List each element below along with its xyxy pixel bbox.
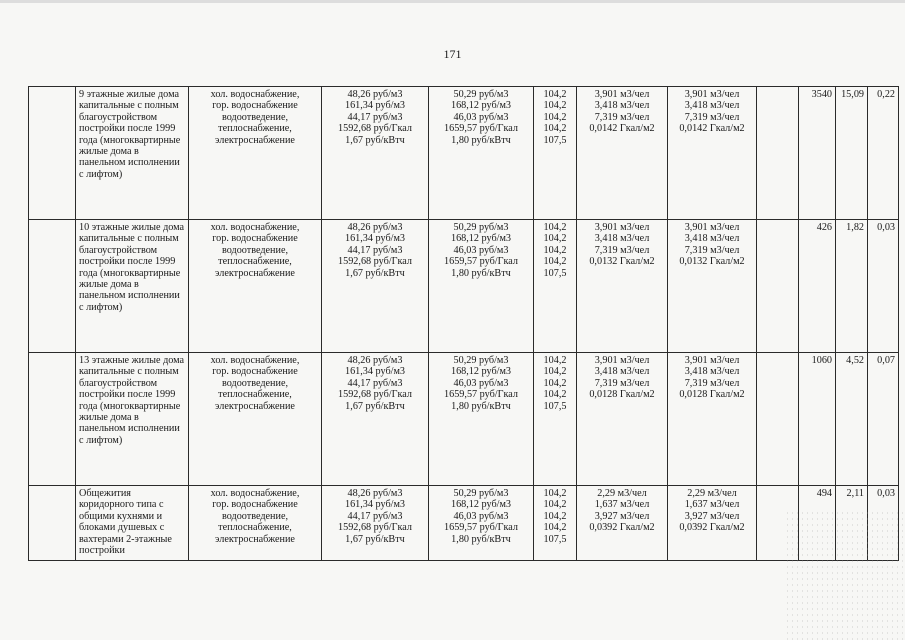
tariffs-2-line: 1659,57 руб/Гкал bbox=[444, 256, 518, 268]
consumption-norm-new-cell bbox=[668, 353, 757, 486]
empty-cell bbox=[757, 87, 799, 220]
tariffs-2-line: 46,03 руб/м3 bbox=[453, 111, 509, 123]
services-line: водоотведение, bbox=[221, 510, 289, 522]
tariffs-2-line: 168,12 руб/м3 bbox=[450, 366, 512, 378]
tariffs-2-line: 50,29 руб/м3 bbox=[453, 222, 509, 233]
consumption-norm-new-cell bbox=[668, 486, 757, 561]
tariffs-1-line: 48,26 руб/м3 bbox=[347, 222, 403, 233]
services-line: электроснабжение bbox=[215, 533, 295, 545]
norms-2-line: 0,0142 Гкал/м2 bbox=[679, 123, 745, 135]
norms-1-line: 7,319 м3/чел bbox=[594, 244, 650, 256]
indices-line: 104,2 bbox=[543, 222, 567, 233]
row-number-cell bbox=[29, 220, 76, 353]
norms-2-line: 3,927 м3/чел bbox=[684, 510, 740, 522]
tariffs-2-line: 1659,57 руб/Гкал bbox=[444, 389, 518, 401]
tariff-current-cell bbox=[322, 353, 429, 486]
value-n2-cell: 15,09 bbox=[836, 87, 868, 220]
norms-2-line: 3,418 м3/чел bbox=[684, 233, 740, 245]
indices-line: 107,5 bbox=[543, 134, 567, 146]
tariffs-1-line: 48,26 руб/м3 bbox=[347, 488, 403, 499]
tariff-index-cell bbox=[534, 353, 577, 486]
norms-1-line: 3,418 м3/чел bbox=[594, 100, 650, 112]
tariffs-1-line: 161,34 руб/м3 bbox=[344, 100, 406, 112]
services-line: гор. водоснабжение bbox=[212, 233, 298, 245]
tariffs-1-line: 161,34 руб/м3 bbox=[344, 233, 406, 245]
tariffs-2-line: 1,80 руб/кВтч bbox=[451, 533, 511, 545]
value-n2-cell: 4,52 bbox=[836, 353, 868, 486]
indices-line: 107,5 bbox=[543, 267, 567, 279]
tariffs-2-line: 50,29 руб/м3 bbox=[453, 89, 509, 100]
tariff-current-cell bbox=[322, 220, 429, 353]
norms-1-line: 1,637 м3/чел bbox=[594, 499, 650, 511]
tariffs-1-line: 161,34 руб/м3 bbox=[344, 499, 406, 511]
norms-1-line: 3,901 м3/чел bbox=[594, 355, 650, 366]
tariffs-1-line: 1,67 руб/кВтч bbox=[345, 533, 405, 545]
table-row bbox=[29, 353, 899, 486]
indices-line: 104,2 bbox=[543, 499, 567, 511]
tariffs-1-line: 1,67 руб/кВтч bbox=[345, 400, 405, 412]
tariffs-1-line: 1,67 руб/кВтч bbox=[345, 267, 405, 279]
tariffs-1-line: 1592,68 руб/Гкал bbox=[338, 123, 412, 135]
indices-line: 104,2 bbox=[543, 355, 567, 366]
value-n3-cell: 0,03 bbox=[868, 220, 899, 353]
norms-2-line: 7,319 м3/чел bbox=[684, 377, 740, 389]
tariffs-2-line: 46,03 руб/м3 bbox=[453, 377, 509, 389]
norms-2-line: 0,0392 Гкал/м2 bbox=[679, 522, 745, 534]
indices-line: 104,2 bbox=[543, 488, 567, 499]
tariff-new-cell bbox=[429, 353, 534, 486]
norms-1-line: 3,418 м3/чел bbox=[594, 233, 650, 245]
tariff-new-cell bbox=[429, 220, 534, 353]
tariffs-1-line: 48,26 руб/м3 bbox=[347, 89, 403, 100]
tariffs-2-line: 1,80 руб/кВтч bbox=[451, 134, 511, 146]
services-line: гор. водоснабжение bbox=[212, 499, 298, 511]
indices-line: 104,2 bbox=[543, 111, 567, 123]
norms-2-line: 7,319 м3/чел bbox=[684, 244, 740, 256]
tariffs-2-line: 1,80 руб/кВтч bbox=[451, 267, 511, 279]
services-line: гор. водоснабжение bbox=[212, 366, 298, 378]
norms-2-line: 3,901 м3/чел bbox=[684, 89, 740, 100]
value-n3-cell: 0,03 bbox=[868, 486, 899, 561]
indices-line: 104,2 bbox=[543, 522, 567, 534]
tariff-current-cell bbox=[322, 87, 429, 220]
empty-cell bbox=[757, 220, 799, 353]
norms-1-line: 7,319 м3/чел bbox=[594, 377, 650, 389]
services-line: хол. водоснабжение, bbox=[210, 488, 300, 499]
consumption-norm-current-cell bbox=[577, 486, 668, 561]
table-row bbox=[29, 220, 899, 353]
norms-2-line: 3,418 м3/чел bbox=[684, 100, 740, 112]
value-n1-cell: 426 bbox=[799, 220, 836, 353]
tariffs-2-line: 1659,57 руб/Гкал bbox=[444, 522, 518, 534]
tariffs-2-line: 168,12 руб/м3 bbox=[450, 233, 512, 245]
housing-type-text: Общежития коридорного типа с общими кухнями и блоками душевых с вахтерами 2-этажные постройки bbox=[79, 488, 172, 557]
norms-1-line: 7,319 м3/чел bbox=[594, 111, 650, 123]
services-cell bbox=[189, 486, 322, 561]
norms-2-line: 1,637 м3/чел bbox=[684, 499, 740, 511]
services-line: водоотведение, bbox=[221, 111, 289, 123]
services-line: электроснабжение bbox=[215, 400, 295, 412]
row-number-cell bbox=[29, 87, 76, 220]
value-n1-cell: 3540 bbox=[799, 87, 836, 220]
tariffs-1-line: 44,17 руб/м3 bbox=[347, 111, 403, 123]
norms-1-line: 2,29 м3/чел bbox=[597, 488, 647, 499]
services-line: теплоснабжение, bbox=[218, 522, 292, 534]
consumption-norm-current-cell bbox=[577, 87, 668, 220]
services-line: электроснабжение bbox=[215, 267, 295, 279]
consumption-norm-current-cell bbox=[577, 353, 668, 486]
norms-2-line: 3,901 м3/чел bbox=[684, 222, 740, 233]
tariffs-2-line: 46,03 руб/м3 bbox=[453, 510, 509, 522]
norms-2-line: 3,901 м3/чел bbox=[684, 355, 740, 366]
norms-1-line: 3,901 м3/чел bbox=[594, 89, 650, 100]
indices-line: 104,2 bbox=[543, 366, 567, 378]
housing-type-cell bbox=[76, 486, 189, 561]
tariffs-2-line: 50,29 руб/м3 bbox=[453, 355, 509, 366]
value-n2-cell: 1,82 bbox=[836, 220, 868, 353]
tariffs-1-line: 44,17 руб/м3 bbox=[347, 510, 403, 522]
value-n3-cell: 0,22 bbox=[868, 87, 899, 220]
housing-type-text: 10 этажные жилые дома капитальные с полным благоустройством постройки после 1999 года (многоквартирные жилые дома в панельном исполнении с лифтом) bbox=[79, 222, 185, 313]
norms-1-line: 0,0142 Гкал/м2 bbox=[589, 123, 655, 135]
scan-noise bbox=[785, 510, 905, 640]
indices-line: 104,2 bbox=[543, 123, 567, 135]
indices-line: 104,2 bbox=[543, 100, 567, 112]
indices-line: 104,2 bbox=[543, 89, 567, 100]
tariffs-2-line: 1,80 руб/кВтч bbox=[451, 400, 511, 412]
table-row bbox=[29, 87, 899, 220]
indices-line: 104,2 bbox=[543, 377, 567, 389]
norms-1-line: 0,0392 Гкал/м2 bbox=[589, 522, 655, 534]
row-number-cell bbox=[29, 353, 76, 486]
tariffs-1-line: 161,34 руб/м3 bbox=[344, 366, 406, 378]
value-n1-cell: 494 bbox=[799, 486, 836, 561]
services-cell bbox=[189, 220, 322, 353]
housing-type-cell bbox=[76, 220, 189, 353]
services-line: водоотведение, bbox=[221, 377, 289, 389]
norms-2-line: 3,418 м3/чел bbox=[684, 366, 740, 378]
tariff-index-cell bbox=[534, 87, 577, 220]
norms-2-line: 7,319 м3/чел bbox=[684, 111, 740, 123]
services-line: хол. водоснабжение, bbox=[210, 89, 300, 100]
tariff-index-cell bbox=[534, 220, 577, 353]
indices-line: 104,2 bbox=[543, 389, 567, 401]
consumption-norm-new-cell bbox=[668, 220, 757, 353]
norms-1-line: 0,0132 Гкал/м2 bbox=[589, 256, 655, 268]
norms-2-line: 0,0128 Гкал/м2 bbox=[679, 389, 745, 401]
page-number: 171 bbox=[443, 47, 462, 61]
value-n1-cell: 1060 bbox=[799, 353, 836, 486]
services-line: теплоснабжение, bbox=[218, 123, 292, 135]
indices-line: 107,5 bbox=[543, 400, 567, 412]
norms-2-line: 0,0132 Гкал/м2 bbox=[679, 256, 745, 268]
services-line: гор. водоснабжение bbox=[212, 100, 298, 112]
tariffs-1-line: 1592,68 руб/Гкал bbox=[338, 389, 412, 401]
tariffs-1-line: 1592,68 руб/Гкал bbox=[338, 256, 412, 268]
housing-type-text: 9 этажные жилые дома капитальные с полным благоустройством постройки после 1999 года (многоквартирные жилые дома в панельном исполнении с лифтом) bbox=[79, 89, 181, 180]
indices-line: 104,2 bbox=[543, 233, 567, 245]
tariffs-2-line: 50,29 руб/м3 bbox=[453, 488, 509, 499]
tariff-new-cell bbox=[429, 486, 534, 561]
services-line: теплоснабжение, bbox=[218, 256, 292, 268]
housing-type-text: 13 этажные жилые дома капитальные с полным благоустройством постройки после 1999 года (многоквартирные жилые дома в панельном исполнении с лифтом) bbox=[79, 355, 185, 446]
norms-1-line: 3,901 м3/чел bbox=[594, 222, 650, 233]
consumption-norm-new-cell bbox=[668, 87, 757, 220]
housing-type-cell bbox=[76, 87, 189, 220]
tariff-index-cell bbox=[534, 486, 577, 561]
tariff-table bbox=[28, 86, 899, 561]
norms-2-line: 2,29 м3/чел bbox=[687, 488, 737, 499]
norms-1-line: 3,927 м3/чел bbox=[594, 510, 650, 522]
tariffs-2-line: 1659,57 руб/Гкал bbox=[444, 123, 518, 135]
tariffs-1-line: 1,67 руб/кВтч bbox=[345, 134, 405, 146]
services-cell bbox=[189, 353, 322, 486]
tariff-current-cell bbox=[322, 486, 429, 561]
indices-line: 104,2 bbox=[543, 244, 567, 256]
empty-cell bbox=[757, 353, 799, 486]
tariffs-2-line: 46,03 руб/м3 bbox=[453, 244, 509, 256]
tariffs-1-line: 1592,68 руб/Гкал bbox=[338, 522, 412, 534]
value-n3-cell: 0,07 bbox=[868, 353, 899, 486]
tariff-new-cell bbox=[429, 87, 534, 220]
services-line: теплоснабжение, bbox=[218, 389, 292, 401]
table-row bbox=[29, 486, 899, 561]
consumption-norm-current-cell bbox=[577, 220, 668, 353]
tariffs-1-line: 44,17 руб/м3 bbox=[347, 244, 403, 256]
services-line: хол. водоснабжение, bbox=[210, 222, 300, 233]
norms-1-line: 0,0128 Гкал/м2 bbox=[589, 389, 655, 401]
housing-type-cell bbox=[76, 353, 189, 486]
indices-line: 107,5 bbox=[543, 533, 567, 545]
services-cell bbox=[189, 87, 322, 220]
value-n2-cell: 2,11 bbox=[836, 486, 868, 561]
services-line: электроснабжение bbox=[215, 134, 295, 146]
tariffs-1-line: 44,17 руб/м3 bbox=[347, 377, 403, 389]
services-line: водоотведение, bbox=[221, 244, 289, 256]
norms-1-line: 3,418 м3/чел bbox=[594, 366, 650, 378]
indices-line: 104,2 bbox=[543, 256, 567, 268]
tariffs-1-line: 48,26 руб/м3 bbox=[347, 355, 403, 366]
indices-line: 104,2 bbox=[543, 510, 567, 522]
tariffs-2-line: 168,12 руб/м3 bbox=[450, 499, 512, 511]
services-line: хол. водоснабжение, bbox=[210, 355, 300, 366]
scan-edge bbox=[0, 0, 905, 3]
row-number-cell bbox=[29, 486, 76, 561]
tariffs-2-line: 168,12 руб/м3 bbox=[450, 100, 512, 112]
